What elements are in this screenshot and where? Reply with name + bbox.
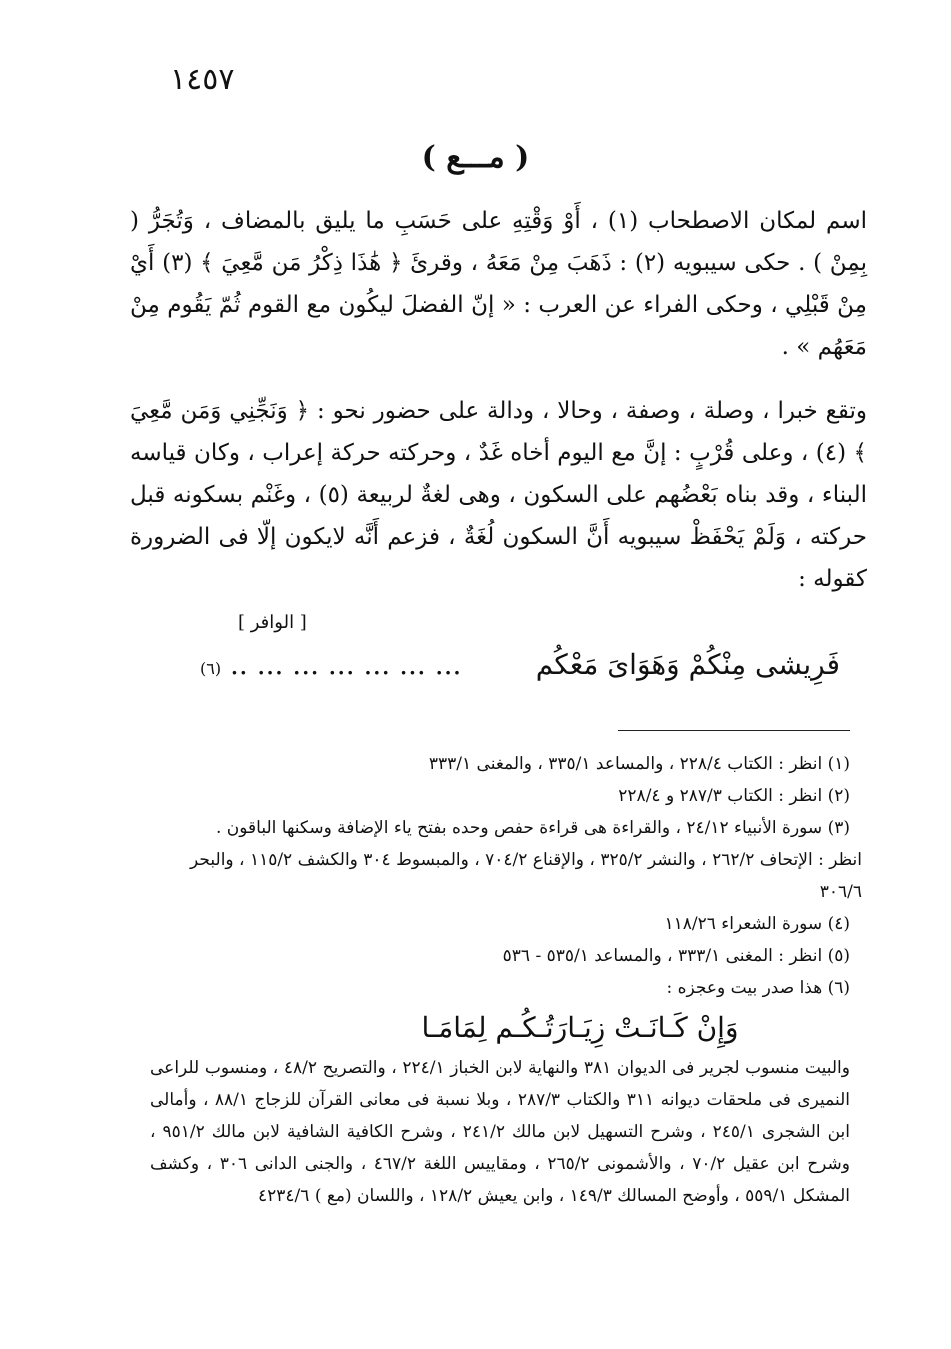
main-text xyxy=(130,200,867,600)
footnote-3: (٣) سورة الأنبياء ٢٤/١٢ ، والقراءة هى قراءة حفص وحده بفتح ياء الإضافة وسكنها الباقون . xyxy=(215,818,850,838)
footnote-sources: والبيت منسوب لجرير فى الديوان ٣٨١ والنهاية لابن الخباز ٢٢٤/١ ، والتصريح ٤٨/٢ ، ومنسوب للراعى النميرى فى ملحقات ديوانه ٣١١ والكتاب ٢٨٧/٣ ، وبلا نسبة فى معانى القرآن للزجاج ٨٨/١ ، وأمالى ابن الشجرى ٢٤٥/١ ، وشرح التسهيل لابن مالك ٢٤١/٢ ، وشرح الكافية الشافية لابن مالك ٩٥١/٢ ، وشرح ابن عقيل ٧٠/٢ ، والأشمونى ٢٦٥/٢ ، ومقاييس اللغة ٤٦٧/٢ ، والجنى الدانى ٣٠٦ ، وكشف المشكل ٥٥٩/١ ، وأوضح المسالك ١٤٩/٣ ، وابن يعيش ١٢٨/٢ ، واللسان (مع ) ٤٢٣٤/٦ xyxy=(150,1058,851,1206)
page-number: ١٤٥٧ xyxy=(170,62,235,97)
entry-heading: ( مـــع ) xyxy=(421,140,530,175)
paragraph-2: وتقع خبرا ، وصلة ، وصفة ، وحالا ، ودالة على حضور نحو : ﴿ وَنَجِّنِي وَمَن مَّعِيَ ﴾ (٤) ، وعلى قُرْبٍ : إنَّ مع اليوم أخاه غَدٌ ، وحركته حركة إعراب ، وكان قياسه البناء ، وقد بناه بَعْضُهم على السكون ، وهى لغةٌ لربيعة (٥) ، وغَنْم بسكونه قبل حركته ، وَلَمْ يَحْفَظْ سيبويه أَنَّ السكون لُغَةٌ ، فزعم أَنَّه لايكون إلّا فى الضرورة كقوله : xyxy=(130,398,867,592)
footnote-3-continuation: انظر : الإتحاف ٢٦٢/٢ ، والنشر ٣٢٥/٢ ، والإقناع ٧٠٤/٢ ، والمبسوط ٣٠٤ والكشف ١١٥/٢ ، والبحر ٣٠٦/٦ xyxy=(190,850,862,902)
verse-footnote-ref: (٦) xyxy=(200,659,222,678)
poetry-verse xyxy=(200,648,840,681)
poetic-meter-label: [ الوافر ] xyxy=(238,612,307,633)
footnote-5: (٥) انظر : المغنى ٣٣٣/١ ، والمساعد ٥٣٥/١ - ٥٣٦ xyxy=(502,946,850,966)
footnote-half-verse: وَإِنْ كَـانَـتْ زِيَـارَتُـكُـم لِمَامَـا xyxy=(421,1011,739,1044)
footnote-4: (٤) سورة الشعراء ١١٨/٢٦ xyxy=(664,914,850,934)
verse-text: فَرِيشى مِنْكُمْ وَهَوَاىَ مَعْكُم xyxy=(535,648,840,681)
paragraph-1: اسم لمكان الاصطحاب (١) ، أَوْ وَقْتِهِ على حَسَبِ ما يليق بالمضاف ، وَتُجَرُّ ( بِمِنْ ) . حكى سيبويه (٢) : ذَهَبَ مِنْ مَعَهُ ، وقرئَ ﴿ هَٰذَا ذِكْرُ مَن مَّعِيَ ﴾ (٣) أَيْ مِنْ قَبْلِي ، وحكى الفراء عن العرب : « إنّ الفضلَ ليكُون مع القوم ثُمّ يَقُوم مِنْ مَعَهُم » . xyxy=(130,208,867,360)
footnote-6: (٦) هذا صدر بيت وعجزه : xyxy=(666,978,850,998)
footnote-1: (١) انظر : الكتاب ٢٢٨/٤ ، والمساعد ٣٣٥/١ ، والمغنى ٣٣٣/١ xyxy=(428,754,850,774)
footnote-divider xyxy=(618,730,850,731)
verse-ellipsis xyxy=(200,648,461,681)
footnotes xyxy=(150,748,862,1212)
footnote-2: (٢) انظر : الكتاب ٢٨٧/٣ و ٢٢٨/٤ xyxy=(618,786,850,806)
verse-dots: ... ... ... ... ... ... .. xyxy=(230,648,462,681)
